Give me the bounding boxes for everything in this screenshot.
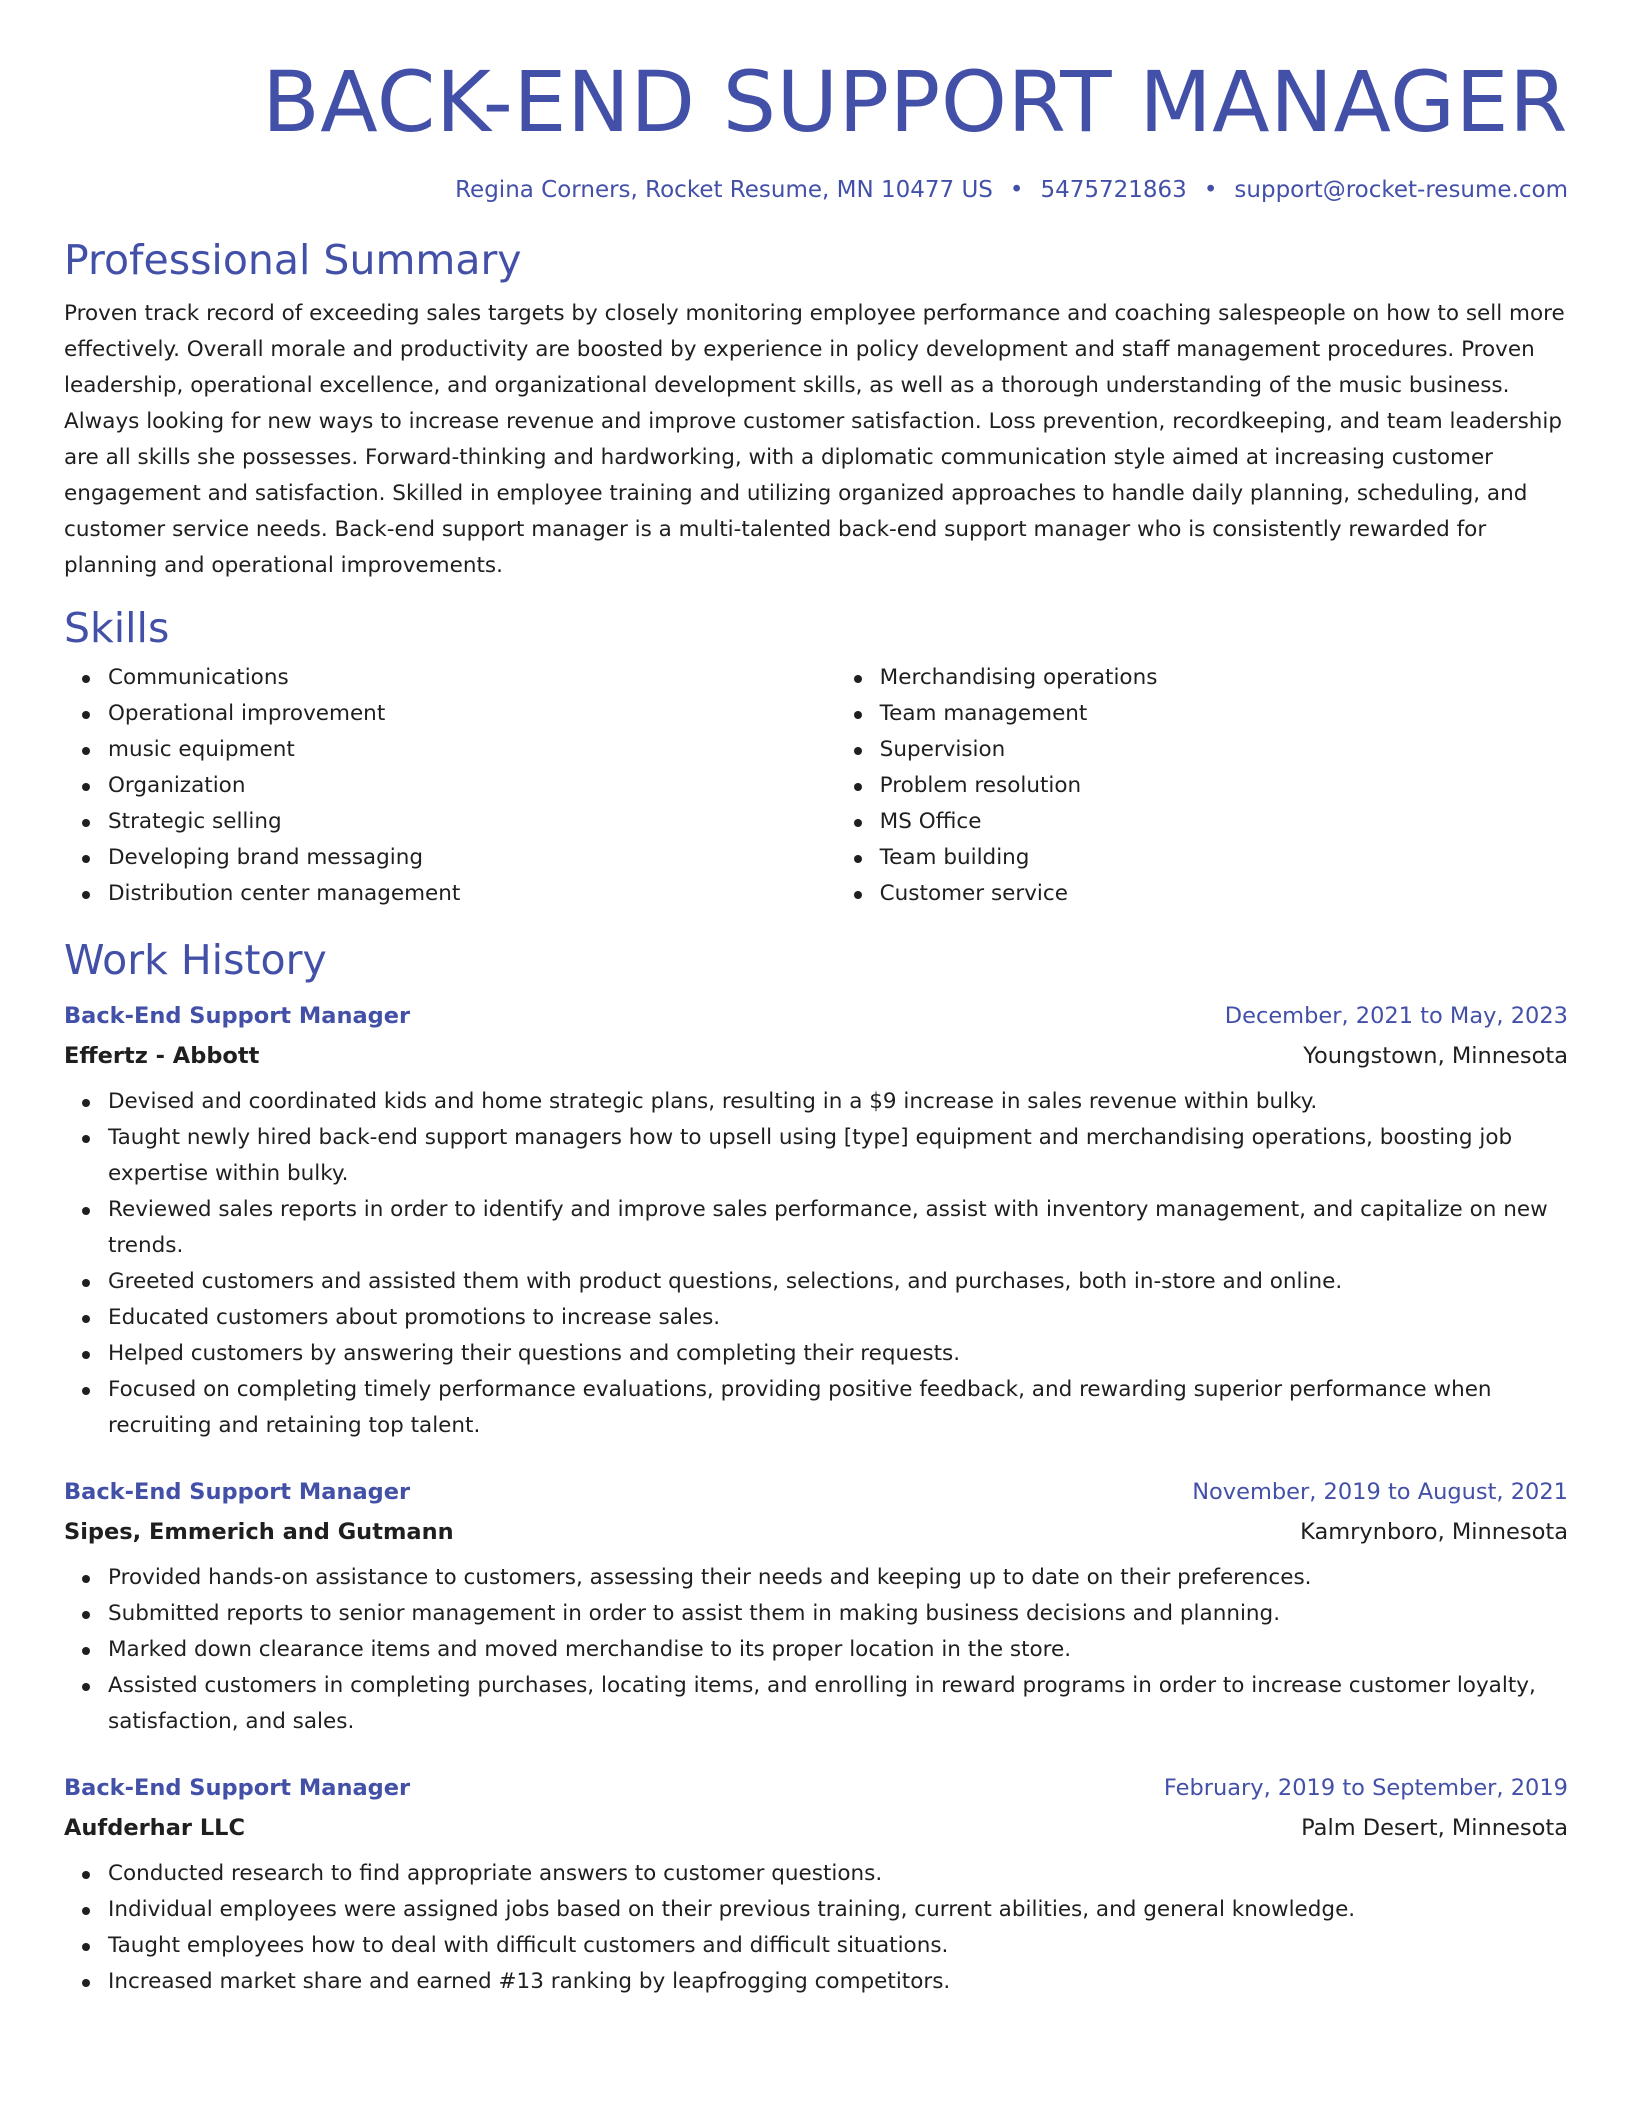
skill-item: Team building	[880, 840, 1568, 876]
section-heading: Skills	[64, 604, 170, 652]
resume-header	[64, 0, 1568, 206]
job-company: Sipes, Emmerich and Gutmann	[64, 1519, 454, 1545]
skills-section	[64, 602, 1568, 912]
skill-item: Organization	[108, 768, 836, 804]
summary-text: Proven track record of exceeding sales targets by closely monitoring employee performance and coaching salespeople on how to sell more effectively. Overall morale and productivity are boosted by experience in policy development and staff management procedures. Proven leadership, operational excellence, and organizational development skills, as well as a thorough understanding of the music business. Always looking for new ways to increase revenue and improve customer satisfaction. Loss prevention, recordkeeping, and team leadership are all skills she possesses. Forward-thinking and hardworking, with a diplomatic communication style aimed at increasing customer engagement and satisfaction. Skilled in employee training and utilizing organized approaches to handle daily planning, scheduling, and customer service needs. Back-end support manager is a multi-talented back-end support manager who is consistently rewarded for planning and operational improvements.	[64, 301, 1565, 578]
job-bullet: Reviewed sales reports in order to identify and improve sales performance, assist with inventory management, and capitalize on new trends.	[108, 1192, 1568, 1264]
contact-separator: •	[1203, 177, 1218, 203]
job-title: Back-End Support Manager	[64, 1479, 411, 1505]
job-entry	[64, 1472, 1568, 1740]
work-history-section	[64, 934, 1568, 2000]
job-bullet: Taught newly hired back-end support managers how to upsell using [type] equipment and merchandising operations, boosting job expertise within bulky.	[108, 1120, 1568, 1192]
job-title: Back-End Support Manager	[64, 1003, 411, 1029]
job-entry	[64, 1768, 1568, 2000]
job-entry	[64, 996, 1568, 1444]
job-bullets	[64, 1084, 1568, 1444]
skill-item: Operational improvement	[108, 696, 836, 732]
job-bullets	[64, 1560, 1568, 1740]
skill-item: Distribution center management	[108, 876, 836, 912]
skill-item: Merchandising operations	[880, 660, 1568, 696]
section-heading: Work History	[64, 936, 327, 984]
skill-item: Team management	[880, 696, 1568, 732]
skills-list-left	[64, 660, 836, 912]
skill-item: Customer service	[880, 876, 1568, 912]
job-location: Youngstown, Minnesota	[1303, 1043, 1568, 1069]
job-bullet: Submitted reports to senior management in order to assist them in making business decisions and planning.	[108, 1596, 1568, 1632]
job-title-row	[64, 996, 1568, 1036]
contact-line	[64, 174, 1568, 206]
job-title-row	[64, 1472, 1568, 1512]
job-title-row	[64, 1768, 1568, 1808]
job-bullet: Assisted customers in completing purchases, locating items, and enrolling in reward programs in order to increase customer loyalty, satisfaction, and sales.	[108, 1668, 1568, 1740]
job-bullet: Individual employees were assigned jobs based on their previous training, current abilities, and general knowledge.	[108, 1892, 1568, 1928]
skill-item: Supervision	[880, 732, 1568, 768]
job-dates: November, 2019 to August, 2021	[1192, 1479, 1568, 1505]
job-bullet: Provided hands-on assistance to customers, assessing their needs and keeping up to date on their preferences.	[108, 1560, 1568, 1596]
job-company-row	[64, 1036, 1568, 1076]
professional-summary-section	[64, 234, 1568, 584]
job-location: Kamrynboro, Minnesota	[1300, 1519, 1568, 1545]
job-dates: December, 2021 to May, 2023	[1224, 1003, 1568, 1029]
job-company: Effertz - Abbott	[64, 1043, 260, 1069]
skills-columns	[64, 660, 1568, 912]
contact-email: support@rocket-resume.com	[1234, 177, 1568, 203]
job-bullet: Greeted customers and assisted them with product questions, selections, and purchases, both in-store and online.	[108, 1264, 1568, 1300]
skill-item: music equipment	[108, 732, 836, 768]
skill-item: Strategic selling	[108, 804, 836, 840]
job-dates: February, 2019 to September, 2019	[1163, 1775, 1568, 1801]
job-location: Palm Desert, Minnesota	[1301, 1815, 1568, 1841]
job-bullets	[64, 1856, 1568, 2000]
contact-phone: 5475721863	[1040, 177, 1187, 203]
job-bullet: Marked down clearance items and moved merchandise to its proper location in the store.	[108, 1632, 1568, 1668]
job-bullet: Conducted research to find appropriate answers to customer questions.	[108, 1856, 1568, 1892]
job-company-row	[64, 1808, 1568, 1848]
section-heading: Professional Summary	[64, 236, 522, 284]
skill-item: Developing brand messaging	[108, 840, 836, 876]
skill-item: Problem resolution	[880, 768, 1568, 804]
job-bullet: Helped customers by answering their questions and completing their requests.	[108, 1336, 1568, 1372]
job-bullet: Devised and coordinated kids and home strategic plans, resulting in a $9 increase in sales revenue within bulky.	[108, 1084, 1568, 1120]
contact-address: Regina Corners, Rocket Resume, MN 10477 US	[455, 177, 993, 203]
candidate-title: BACK-END SUPPORT MANAGER	[262, 53, 1568, 151]
job-title: Back-End Support Manager	[64, 1775, 411, 1801]
job-bullet: Educated customers about promotions to increase sales.	[108, 1300, 1568, 1336]
skill-item: Communications	[108, 660, 836, 696]
job-company-row	[64, 1512, 1568, 1552]
skill-item: MS Office	[880, 804, 1568, 840]
job-bullet: Taught employees how to deal with difficult customers and difficult situations.	[108, 1928, 1568, 1964]
job-company: Aufderhar LLC	[64, 1815, 245, 1841]
contact-separator: •	[1009, 177, 1024, 203]
job-bullet: Focused on completing timely performance evaluations, providing positive feedback, and rewarding superior performance when recruiting and retaining top talent.	[108, 1372, 1568, 1444]
skills-list-right	[836, 660, 1568, 912]
job-bullet: Increased market share and earned #13 ranking by leapfrogging competitors.	[108, 1964, 1568, 2000]
